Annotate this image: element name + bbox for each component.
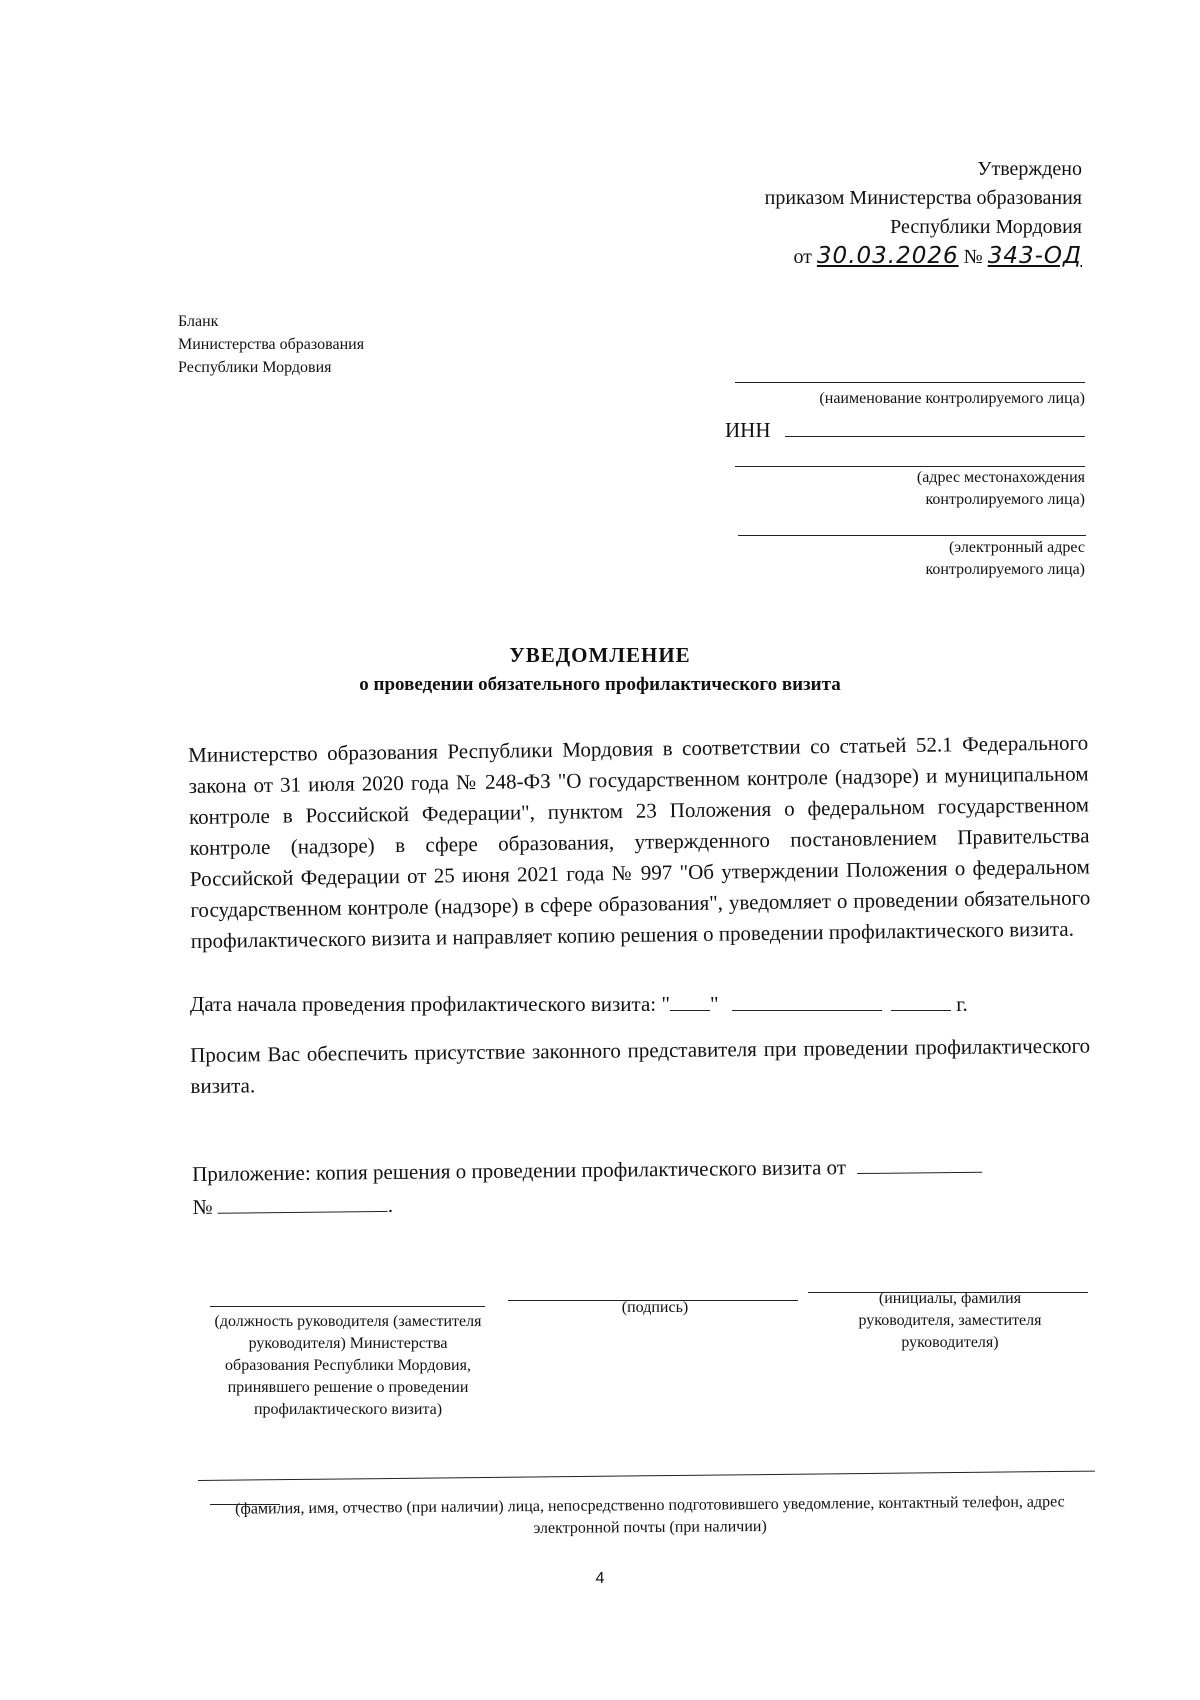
email-caption-1: (электронный адрес	[948, 539, 1085, 556]
preparer-caption: (фамилия, имя, отчество (при наличии) лица, непосредственно подготовившего уведомление, контактный телефон, адрес электронной почты (при наличии)	[235, 1493, 1065, 1538]
address-caption	[760, 467, 1085, 511]
visit-month-blank	[732, 992, 882, 1011]
inn-label: ИНН	[725, 418, 771, 442]
position-line	[210, 1306, 485, 1307]
attachment-end: .	[387, 1192, 394, 1217]
attachment-number-prefix: №	[192, 1194, 213, 1219]
blank-line-3: Республики Мордовия	[178, 359, 332, 376]
visit-year-blank	[891, 992, 951, 1011]
address-caption-2: контролируемого лица)	[925, 491, 1085, 508]
recipient-name-caption: (наименование контролируемого лица)	[819, 390, 1085, 407]
visit-date-line	[190, 992, 968, 1017]
attachment-date-blank	[857, 1154, 982, 1174]
body-paragraph-3: Просим Вас обеспечить присутствие законного представителя при проведении профилактического визита.	[190, 1033, 1091, 1098]
body-paragraph-1: Министерство образования Республики Мордовия в соответствии со статьей 52.1 Федерального закона от 31 июля 2020 года № 248-ФЗ "О государственном контроле (надзоре) и муниципальном контроле в Российской Федерации", пунктом 23 Положения о федеральном государственном контроле (надзоре) в сфере образования, утвержденного постановлением Правительства Российской Федерации от 25 июня 2021 года № 997 "Об утверждении Положения о федеральном государственном контроле (надзоре) в сфере образования", уведомляет о проведении обязательного профилактического визита и направляет копию решения о проведении профилактического визита.	[188, 730, 1091, 953]
approval-date-line	[765, 242, 1082, 272]
visit-date-quote-close: "	[709, 992, 719, 1016]
approval-line-1: Утверждено	[977, 158, 1082, 180]
blank-block	[178, 310, 364, 379]
page-number: 4	[595, 1570, 605, 1587]
attachment-block	[192, 1149, 1093, 1224]
approval-number-prefix: №	[963, 246, 983, 268]
address-caption-1: (адрес местонахождения	[916, 469, 1085, 486]
visit-year-suffix: г.	[956, 992, 968, 1016]
approval-block	[765, 155, 1082, 272]
recipient-name-line	[735, 382, 1085, 383]
attachment-number-blank	[218, 1193, 388, 1214]
approval-line-3: Республики Мордовия	[890, 216, 1082, 238]
blank-line-1: Бланк	[178, 313, 219, 330]
position-caption: (должность руководителя (заместителя руководителя) Министерства образования Республики Мордовия, принявшего решение о проведении профилактического визита)	[214, 1313, 482, 1418]
email-caption-2: контролируемого лица)	[925, 561, 1085, 578]
title-sub: о проведении обязательного профилактического визита	[359, 674, 841, 695]
initials-caption: (инициалы, фамилия руководителя, заместителя руководителя)	[858, 1290, 1042, 1351]
email-caption	[760, 537, 1085, 581]
approval-number-value: 343-ОД	[987, 243, 1082, 269]
title-main: УВЕДОМЛЕНИЕ	[509, 643, 691, 667]
approval-date-value: 30.03.2026	[816, 243, 959, 269]
attachment-text: Приложение: копия решения о проведении профилактического визита от	[192, 1155, 847, 1186]
document-title	[0, 643, 1200, 696]
approval-line-2: приказом Министерства образования	[764, 187, 1082, 209]
blank-line-2: Министерства образования	[178, 336, 365, 353]
email-line	[738, 535, 1086, 536]
approval-date-prefix: от	[793, 246, 812, 268]
visit-day-blank	[670, 992, 710, 1011]
inn-line	[785, 436, 1085, 437]
signature-caption: (подпись)	[621, 1299, 689, 1316]
visit-date-label: Дата начала проведения профилактического визита: "	[190, 992, 670, 1016]
preparer-line	[198, 1471, 1095, 1481]
